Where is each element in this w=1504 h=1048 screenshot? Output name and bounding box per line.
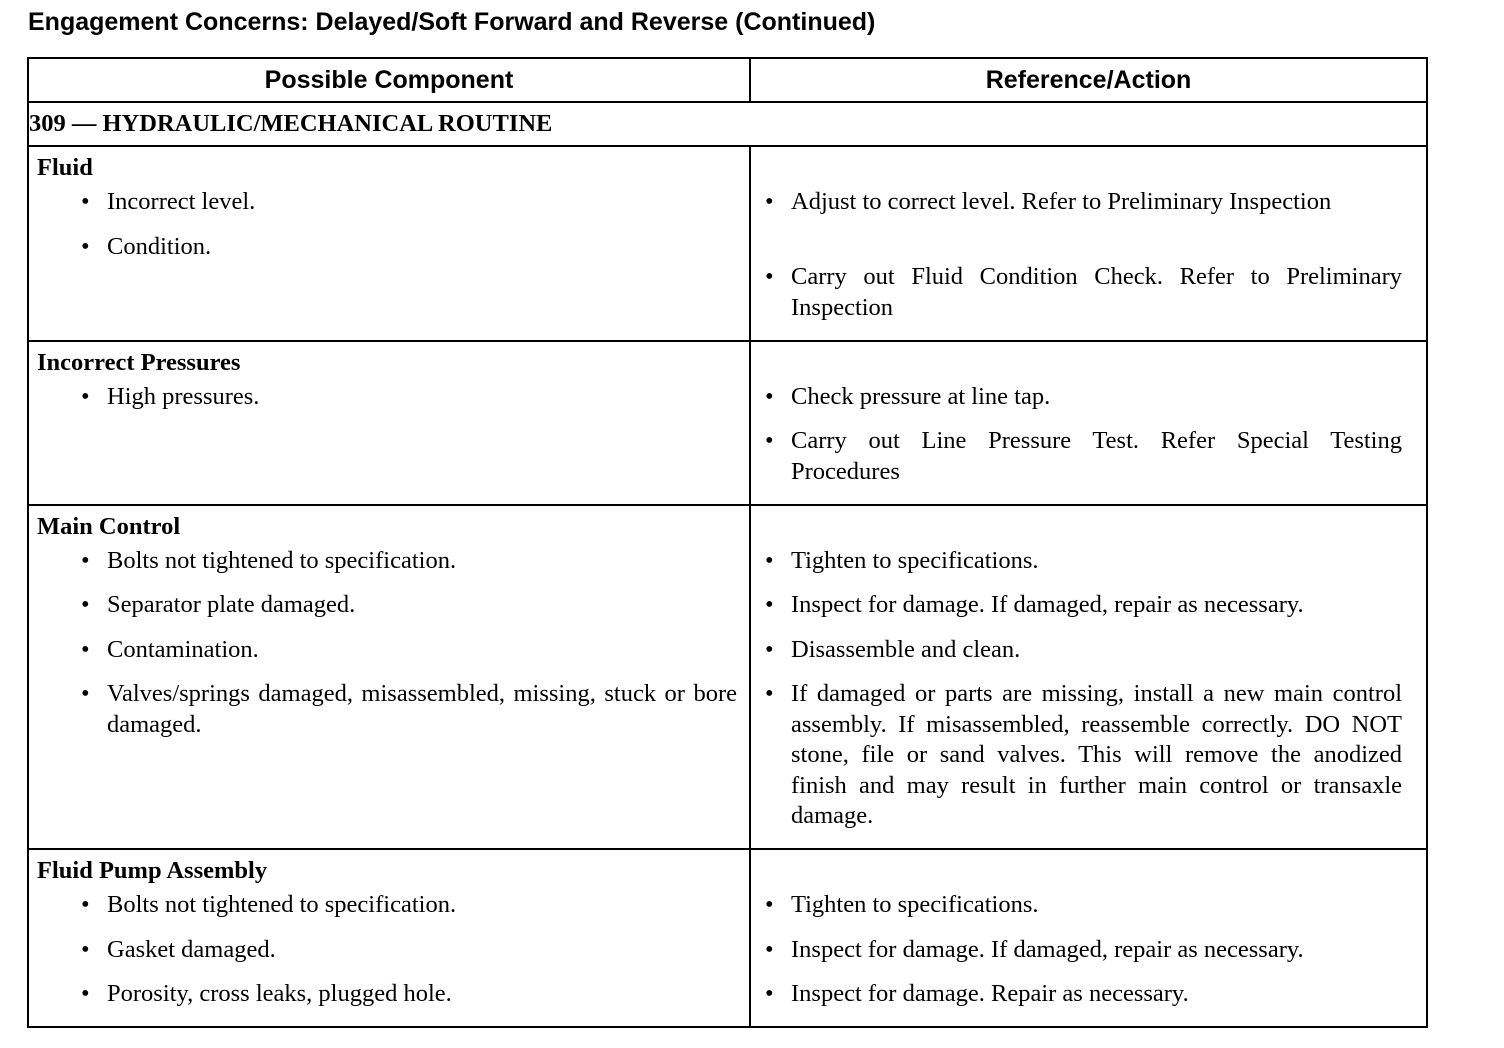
list-item: • Bolts not tightened to specification. bbox=[29, 890, 749, 935]
bullet-icon: • bbox=[81, 936, 90, 963]
bullet-icon: • bbox=[765, 188, 774, 215]
bullet-icon: • bbox=[81, 188, 90, 215]
bullet-icon: • bbox=[81, 980, 90, 1007]
list-item: • Separator plate damaged. bbox=[29, 590, 749, 635]
bullet-icon: • bbox=[765, 263, 774, 290]
bullet-icon: • bbox=[765, 936, 774, 963]
section-title: Incorrect Pressures bbox=[37, 349, 241, 376]
column-header-action: Reference/Action bbox=[750, 58, 1427, 102]
action-cell bbox=[750, 341, 1427, 505]
list-item: • Condition. bbox=[29, 232, 749, 277]
header-row bbox=[28, 58, 1427, 102]
bullet-icon: • bbox=[81, 680, 90, 707]
page-title: Engagement Concerns: Delayed/Soft Forward and Reverse (Continued) bbox=[28, 8, 876, 36]
routine-title: 309 — HYDRAULIC/MECHANICAL ROUTINE bbox=[28, 102, 1427, 146]
list-item: • Tighten to specifications. bbox=[751, 546, 1426, 590]
component-cell bbox=[28, 146, 750, 341]
component-cell bbox=[28, 849, 750, 1027]
list-item: • Bolts not tightened to specification. bbox=[29, 546, 749, 590]
component-cell bbox=[28, 505, 750, 849]
list-item: • Carry out Line Pressure Test. Refer Special Testing Procedures bbox=[765, 427, 1402, 485]
bullet-icon: • bbox=[765, 427, 774, 454]
diagnostic-table bbox=[27, 57, 1428, 1028]
section-title: Fluid bbox=[37, 154, 93, 181]
list-item: • High pressures. bbox=[29, 382, 749, 426]
list-item: • Disassemble and clean. bbox=[751, 635, 1426, 679]
bullet-icon: • bbox=[765, 891, 774, 918]
action-cell bbox=[750, 849, 1427, 1027]
section-incorrect-pressures bbox=[28, 341, 1427, 505]
bullet-icon: • bbox=[81, 383, 90, 410]
routine-row bbox=[28, 102, 1427, 146]
list-item: • Contamination. bbox=[29, 635, 749, 679]
bullet-icon: • bbox=[765, 547, 774, 574]
bullet-icon: • bbox=[765, 980, 774, 1007]
list-item: • If damaged or parts are missing, install a new main control assembly. If misassembled, reassemble correctly. DO NOT stone, file or sand valves. This will remove the anodized finish and may result in further main control or transaxle damage. bbox=[765, 680, 1402, 829]
bullet-icon: • bbox=[81, 636, 90, 663]
list-item: • Incorrect level. bbox=[29, 187, 749, 232]
bullet-icon: • bbox=[765, 636, 774, 663]
list-item: • Check pressure at line tap. bbox=[751, 382, 1426, 426]
action-cell bbox=[750, 146, 1427, 341]
bullet-icon: • bbox=[81, 891, 90, 918]
list-item: • Tighten to specifications. bbox=[751, 890, 1426, 935]
section-fluid bbox=[28, 146, 1427, 341]
list-item: • Gasket damaged. bbox=[29, 935, 749, 979]
action-cell bbox=[750, 505, 1427, 849]
section-title: Fluid Pump Assembly bbox=[37, 857, 268, 884]
component-cell bbox=[28, 341, 750, 505]
list-item: • Carry out Fluid Condition Check. Refer to Preliminary Inspection bbox=[765, 263, 1402, 321]
list-item: • Inspect for damage. Repair as necessary. bbox=[751, 979, 1426, 1010]
column-header-component: Possible Component bbox=[28, 58, 750, 102]
bullet-icon: • bbox=[81, 547, 90, 574]
bullet-icon: • bbox=[81, 233, 90, 260]
bullet-icon: • bbox=[81, 591, 90, 618]
list-item: • Inspect for damage. If damaged, repair as necessary. bbox=[751, 590, 1426, 635]
bullet-icon: • bbox=[765, 680, 774, 707]
list-item: • Porosity, cross leaks, plugged hole. bbox=[29, 979, 749, 1010]
bullet-icon: • bbox=[765, 383, 774, 410]
section-main-control bbox=[28, 505, 1427, 849]
section-title: Main Control bbox=[37, 513, 181, 540]
bullet-icon: • bbox=[765, 591, 774, 618]
list-item: • Adjust to correct level. Refer to Preliminary Inspection bbox=[751, 187, 1426, 262]
list-item: • Inspect for damage. If damaged, repair as necessary. bbox=[751, 935, 1426, 979]
list-item: • Valves/springs damaged, misassembled, missing, stuck or bore damaged. bbox=[81, 680, 737, 738]
section-fluid-pump-assembly bbox=[28, 849, 1427, 1027]
